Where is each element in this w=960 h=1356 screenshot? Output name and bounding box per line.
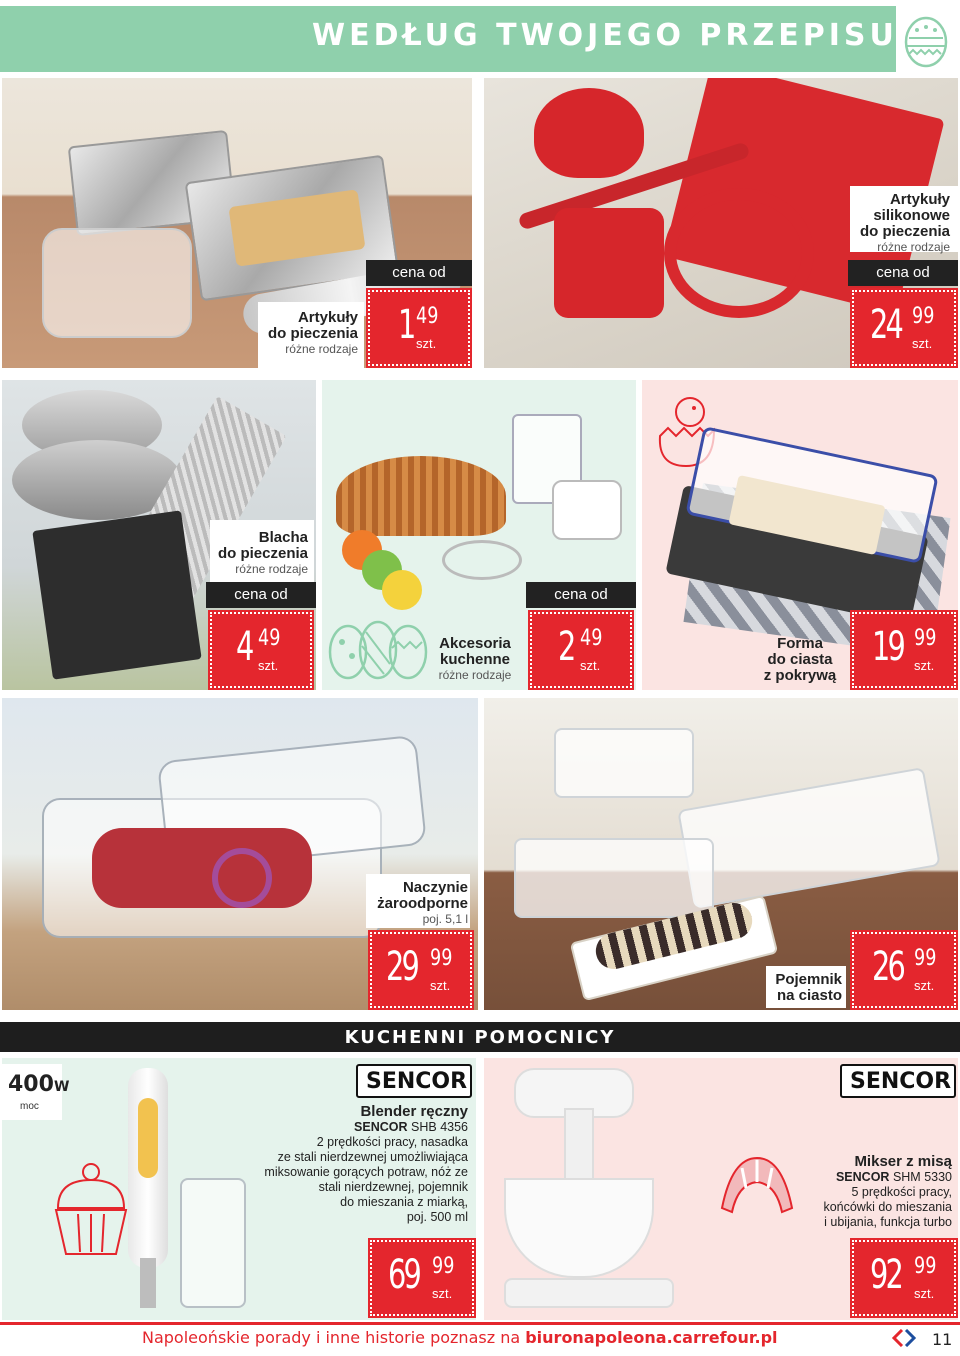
brand-text: SENCOR — [366, 1069, 468, 1094]
cupcake-liner-shape — [382, 570, 422, 610]
price-unit: szt. — [416, 336, 437, 351]
price-integer: 92 — [870, 1252, 901, 1298]
price-tag — [852, 1240, 956, 1316]
price-decimal: 99 — [912, 304, 935, 329]
desc-line: 2 prędkości pracy, nasadka — [316, 1135, 468, 1149]
roasting-bag-shape — [42, 228, 192, 338]
price-tag — [852, 612, 956, 688]
decorative-eggs-icon — [326, 612, 430, 688]
product-name: do pieczenia — [859, 223, 950, 240]
container-shape — [514, 838, 714, 918]
product-name: żaroodporne — [377, 895, 468, 912]
onion-shape — [212, 848, 272, 908]
footer-text — [142, 1328, 778, 1347]
product-label — [432, 636, 518, 682]
springform-shape — [664, 188, 814, 318]
blender-accent-shape — [138, 1098, 158, 1178]
product-name: do pieczenia — [217, 545, 308, 562]
price-integer: 4 — [236, 624, 252, 670]
footer-message: Napoleońskie porady i inne historie poznasz na — [142, 1328, 526, 1347]
cookie-cutter-shape — [442, 540, 522, 580]
page-title: WEDŁUG TWOJEGO PRZEPISU — [312, 18, 898, 53]
price-decimal: 99 — [432, 1254, 455, 1279]
mixer-base-shape — [504, 1278, 674, 1308]
desc-line: 5 prędkości pracy, — [851, 1185, 952, 1199]
carrefour-logo-icon — [892, 1329, 916, 1347]
price-unit: szt. — [912, 336, 933, 351]
product-sub: różne rodzaje — [235, 562, 308, 576]
desc-line: i ubijania, funkcja turbo — [824, 1215, 952, 1229]
price-tag — [530, 612, 632, 688]
price-integer: 1 — [398, 302, 414, 348]
product-name: Blacha — [258, 529, 308, 546]
price-unit: szt. — [258, 658, 279, 673]
product-name: Forma — [777, 635, 823, 652]
price-decimal: 99 — [914, 1254, 937, 1279]
desc-line: ze stali nierdzewnej umożliwiająca — [277, 1150, 468, 1164]
product-label — [758, 636, 842, 684]
price-tag — [370, 1240, 474, 1316]
product-name: Blender ręczny — [360, 1103, 468, 1120]
power-label: moc — [20, 1101, 39, 1112]
power-value: 400W — [8, 1072, 70, 1097]
cena-od-label: cena od — [366, 260, 472, 286]
egg-slicer-shape — [552, 480, 622, 540]
square-tin-shape — [32, 510, 201, 679]
desc-line: miksowanie gorących potraw, nóż ze — [264, 1165, 468, 1179]
product-name: Pojemnik — [775, 971, 842, 988]
cena-od-label: cena od — [848, 260, 958, 286]
price-tag — [210, 612, 312, 688]
product-name: do ciasta — [767, 651, 833, 668]
product-name: Artykuły — [297, 309, 358, 326]
page-number: 11 — [932, 1330, 953, 1349]
cupcake-icon — [46, 1158, 136, 1258]
easter-egg-icon — [903, 12, 949, 68]
desc-line: końcówki do mieszania — [823, 1200, 952, 1214]
cena-od-label: cena od — [206, 582, 316, 608]
sencor-logo — [840, 1064, 956, 1098]
product-label — [360, 880, 468, 926]
footer-link[interactable]: biuronapoleona.carrefour.pl — [525, 1328, 778, 1347]
desc-line: poj. 500 ml — [406, 1210, 468, 1224]
product-name: Naczynie — [402, 879, 468, 896]
bread-basket-shape — [336, 456, 506, 536]
product-name: Artykuły — [889, 191, 950, 208]
mixer-description — [790, 1154, 952, 1230]
section-title: KUCHENNI POMOCNICY — [344, 1027, 616, 1048]
price-unit: szt. — [430, 978, 451, 993]
product-model: SENCOR SHB 4356 — [354, 1120, 468, 1134]
bundt-pan-shape — [534, 88, 644, 178]
product-name: kuchenne — [439, 651, 511, 668]
croissant-icon — [712, 1148, 802, 1238]
desc-line: do mieszania z miarką, — [340, 1195, 468, 1209]
meat-shape — [92, 828, 312, 908]
blender-description — [250, 1104, 468, 1225]
price-decimal: 99 — [914, 626, 937, 651]
product-name: z pokrywą — [763, 667, 837, 684]
container-shape — [554, 728, 694, 798]
product-name: na ciasto — [776, 987, 842, 1004]
price-unit: szt. — [914, 658, 935, 673]
measuring-cup-shape — [180, 1178, 246, 1308]
container-shape — [677, 767, 941, 909]
product-name: silikonowe — [873, 207, 950, 224]
product-name: do pieczenia — [267, 325, 358, 342]
price-decimal: 99 — [430, 946, 453, 971]
mixer-arm-shape — [564, 1108, 594, 1188]
cena-od-label: cena od — [526, 582, 636, 608]
mixer-bowl-shape — [504, 1178, 654, 1278]
product-sub: różne rodzaje — [438, 668, 512, 682]
price-tag — [852, 932, 956, 1008]
price-decimal: 49 — [580, 626, 603, 651]
price-integer: 69 — [388, 1252, 419, 1298]
price-integer: 19 — [872, 624, 903, 670]
product-name: Mikser z misą — [854, 1153, 952, 1170]
product-label — [850, 192, 950, 254]
price-unit: szt. — [580, 658, 601, 673]
muffin-tray-shape — [554, 208, 664, 318]
price-tag — [370, 932, 472, 1008]
product-sub: poj. 5,1 l — [422, 912, 468, 926]
product-sub: różne rodzaje — [285, 342, 358, 356]
price-integer: 24 — [870, 302, 901, 348]
product-sub: różne rodzaje — [877, 240, 950, 254]
desc-line: stali nierdzewnej, pojemnik — [318, 1180, 468, 1194]
price-integer: 26 — [872, 944, 903, 990]
price-decimal: 99 — [914, 946, 937, 971]
price-integer: 2 — [558, 624, 574, 670]
price-tag — [852, 290, 956, 366]
product-label — [760, 972, 842, 1004]
price-unit: szt. — [432, 1286, 453, 1301]
product-label — [258, 310, 358, 356]
price-decimal: 49 — [416, 304, 439, 329]
price-integer: 29 — [386, 944, 417, 990]
price-unit: szt. — [914, 978, 935, 993]
product-model: SENCOR SHM 5330 — [835, 1170, 952, 1184]
price-tag — [368, 290, 470, 366]
product-name: Akcesoria — [439, 635, 511, 652]
brand-text: SENCOR — [850, 1069, 952, 1094]
product-label — [206, 530, 308, 576]
price-unit: szt. — [914, 1286, 935, 1301]
blender-shaft-shape — [140, 1258, 156, 1308]
sencor-logo — [356, 1064, 472, 1098]
price-decimal: 49 — [258, 626, 281, 651]
